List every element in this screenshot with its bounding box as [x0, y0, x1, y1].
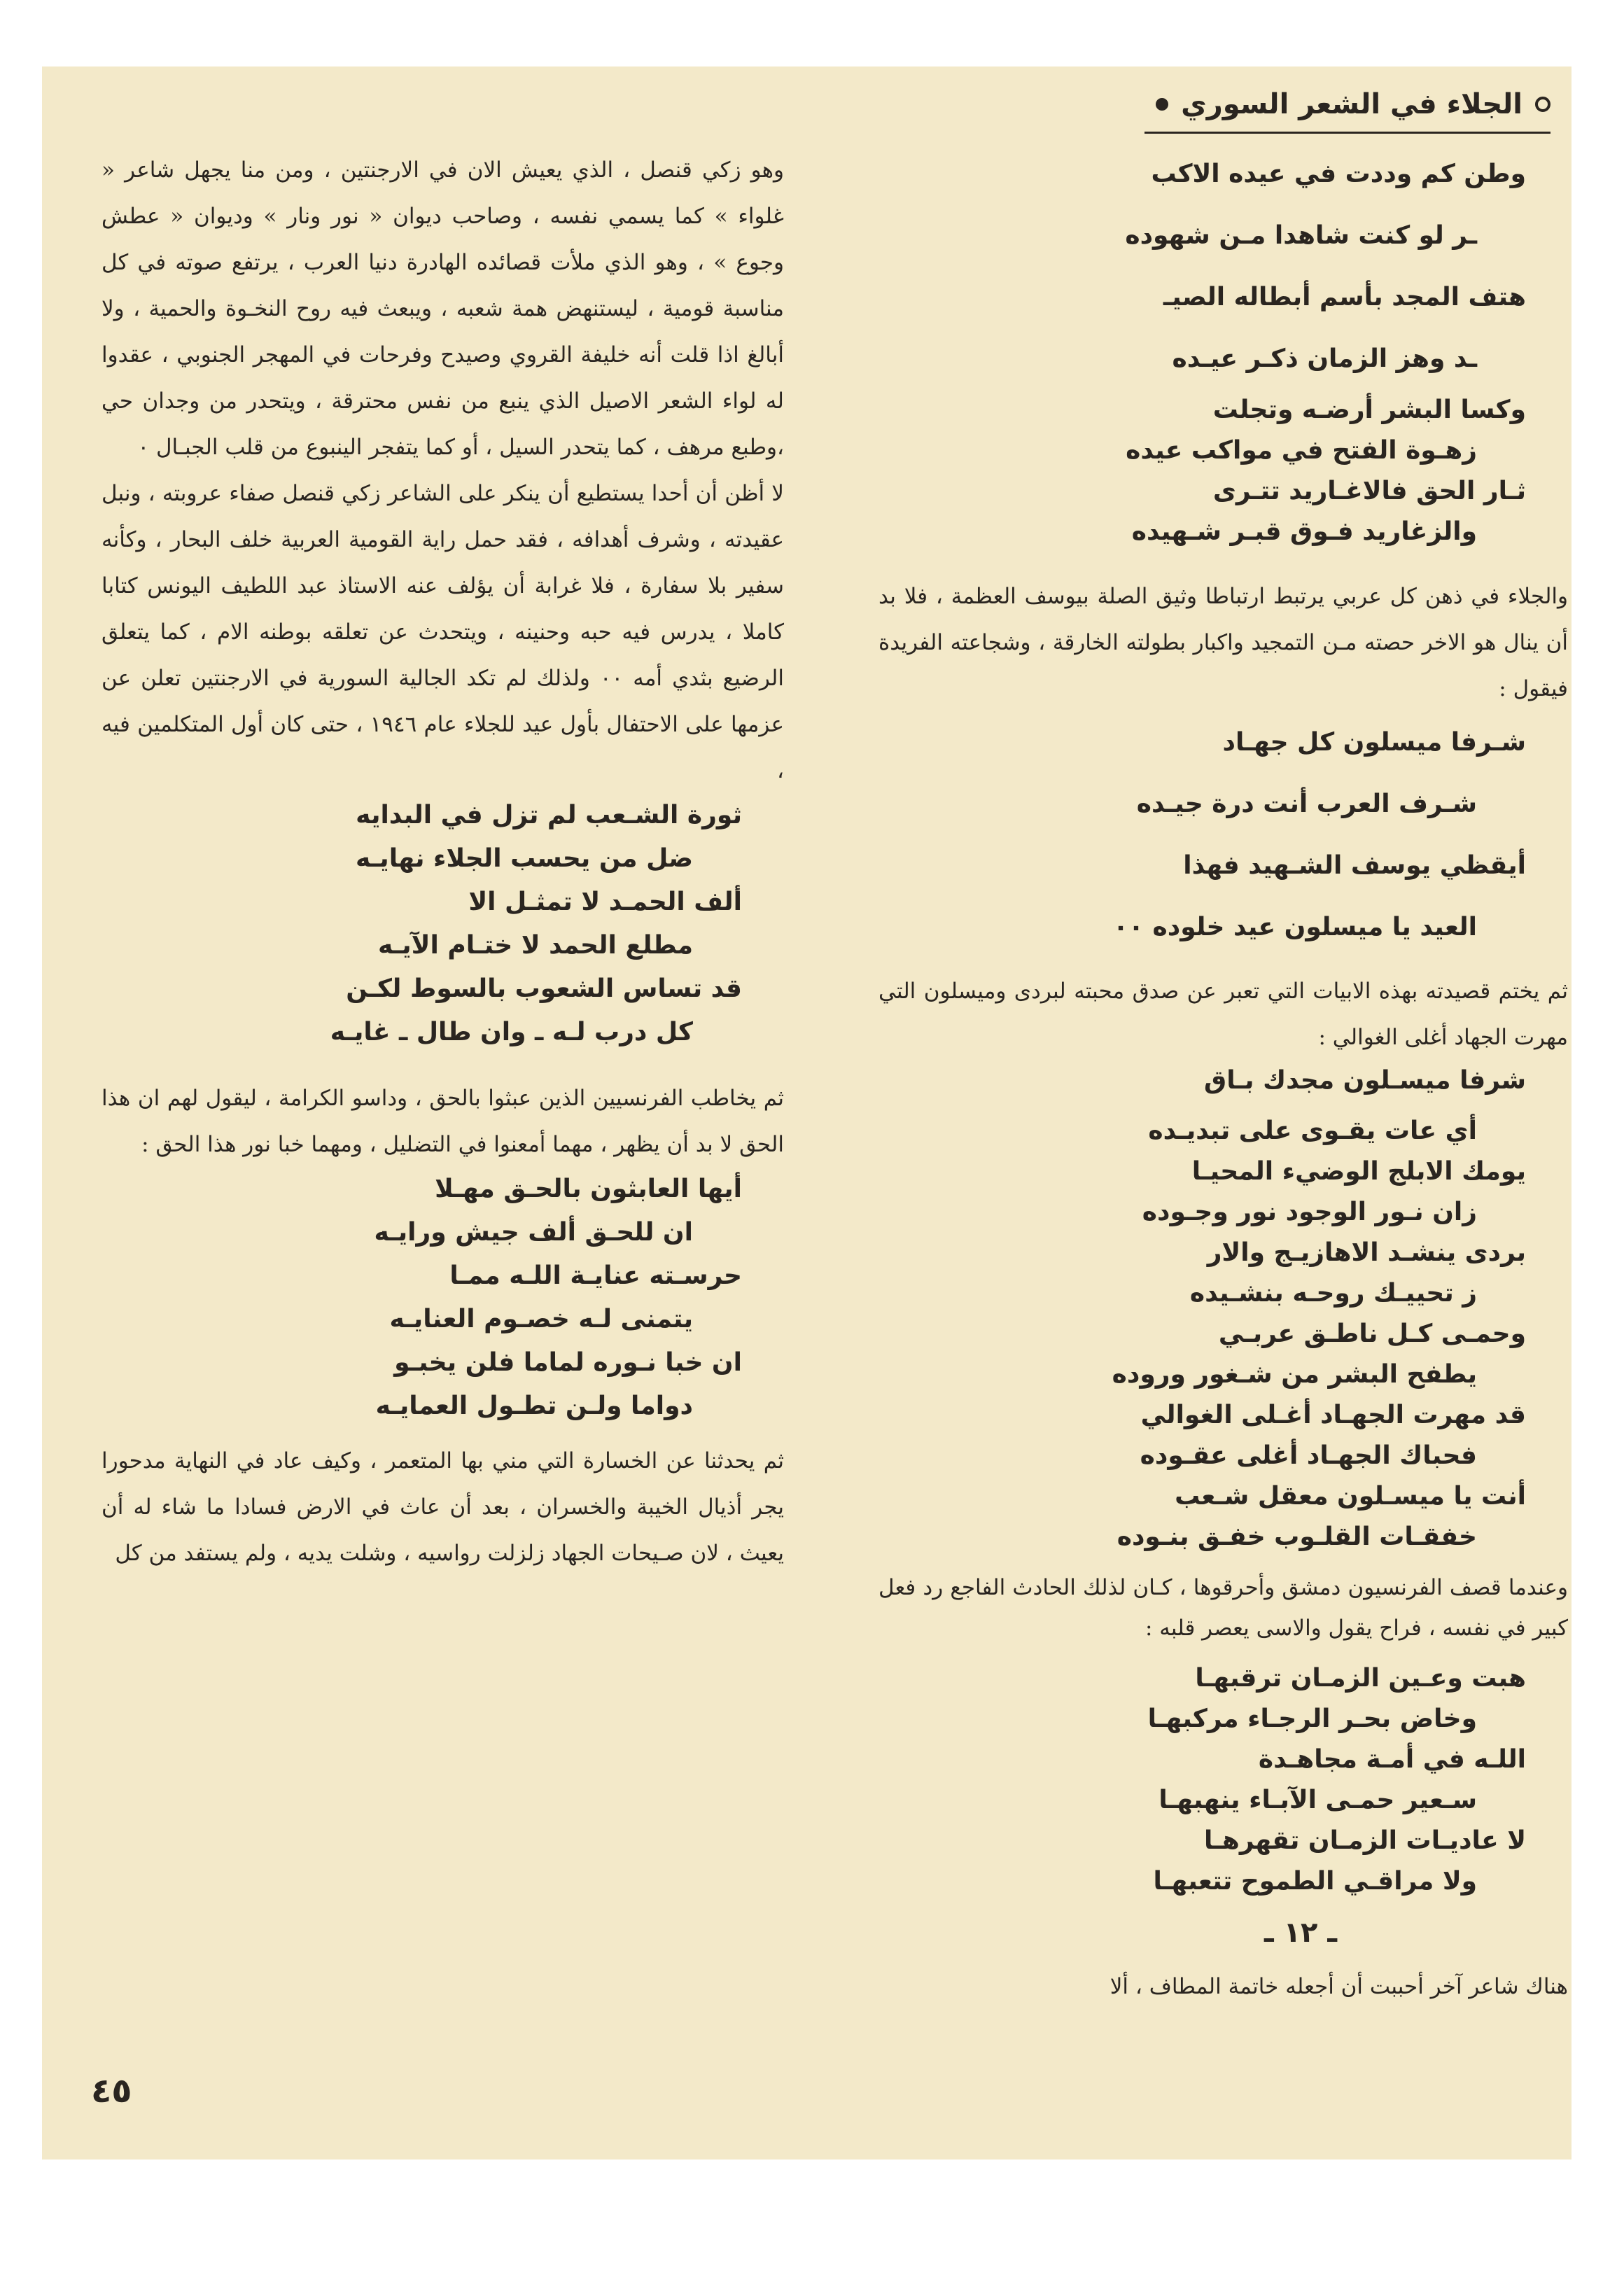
verse-line: أيها العابثون بالحـق مهـلا	[435, 1175, 742, 1203]
poem-4	[878, 1658, 1568, 1902]
verse-line: كل درب لـه ـ وان طال ـ غايـه	[330, 1018, 693, 1046]
verse-line: العيد يا ميسلون عيد خلوده ٠٠	[1113, 913, 1477, 941]
paragraph: والجلاء في ذهن كل عربي يرتبط ارتباطا وثيق الصلة بيوسف العظمة ، فلا بد أن ينال هو الاخر حصته مـن التمجيد واكبار بطولته الخارقة ، وشجاعته الفريدة فيقول :	[878, 584, 1568, 701]
verse-line: زان نـور الوجود نور وجـوده	[1142, 1198, 1477, 1226]
verse-line: يطفح البشر من شـغور وروده	[1112, 1360, 1477, 1389]
right-column	[878, 144, 1568, 2010]
verse-line: قد تساس الشعوب بالسوط لكـن	[346, 974, 742, 1003]
verse-line: أي عات يقـوى على تبديـده	[1148, 1116, 1477, 1145]
poem-3	[878, 1060, 1568, 1558]
header-title: الجلاء في الشعر السوري	[1181, 88, 1522, 120]
verse-line: أيقظي يوسف الشـهيد فهذا	[1183, 851, 1526, 880]
poem-2	[102, 1168, 784, 1428]
verse-line: ـر لو كنت شاهدا مـن شهوده	[1125, 221, 1477, 250]
paragraph: لا أظن أن أحدا يستطيع أن ينكر على الشاعر زكي قنصل صفاء عروبته ، ونبل عقيدته ، وشرف أهدافه ، فقد حمل راية القومية العربية خلف البحار ، وكأنه سفير بلا سفارة ، فلا غرابة أن يؤلف عنه الاستاذ عبد اللطيف اليونس كتابا كاملا ، يدرس فيه حبه وحنينه ، ويتحدث عن تعلقه بوطنه الام ، كما يتعلق الرضيع بثدي أمه ٠٠ ولذلك لم تكد الجالية السورية في الارجنتين تعلن عن عزمها على الاحتفال بأول عيد للجلاء عام ١٩٤٦ ، حتى كان أول المتكلمين فيه ،	[102, 481, 784, 783]
verse-line: وكسا البشر أرضـه وتجلت	[1212, 396, 1526, 424]
paragraph: هناك شاعر آخر أحببت أن أجعله خاتمة المطاف ، ألا	[1110, 1974, 1568, 1999]
verse-line: أنت يا ميسـلون معقل شـعب	[1175, 1482, 1526, 1511]
verse-line: ـد وهز الزمان ذكـر عيـده	[1172, 344, 1477, 373]
verse-line: يومك الابلج الوضيء المحيـا	[1191, 1157, 1526, 1186]
verse-line: لا عاديـات الزمـان تقهرهـا	[1204, 1826, 1526, 1855]
poem-1-continued	[878, 390, 1568, 552]
verse-line: ولا مراقـي الطموح تتعبهـا	[1153, 1867, 1477, 1896]
verse-line: والزغاريد فـوق قبـر شـهيده	[1131, 517, 1477, 546]
verse-line: شرفا ميسـلون مجدك بـاق	[1204, 1066, 1526, 1095]
dot-bullet-icon	[1156, 98, 1168, 111]
verse-line: ثورة الشـعب لم تزل في البدايه	[356, 801, 742, 830]
verse-line: دواما ولـن تطـول العمايـه	[375, 1392, 693, 1420]
paragraph: ثم يختم قصيدته بهذه الابيات التي تعبر عن صدق محبته لبردى وميسلون التي مهرت الجهاد أغلى الغوالي :	[878, 979, 1568, 1050]
verse-line: ز تحييـك روحـه بنشـيده	[1189, 1279, 1477, 1308]
verse-line: سـعير حمـى الآبـاء ينهبهـا	[1158, 1786, 1477, 1814]
verse-line: شـرف العرب أنت درة جيـده	[1136, 790, 1477, 818]
verse-line: وخاض بحـر الرجـاء مركبهـا	[1147, 1704, 1477, 1733]
poem-1	[102, 794, 784, 1054]
verse-line: ضل من يحسب الجلاء نهايـه	[356, 844, 693, 873]
verse-line: حرسـته عنايـة اللـه ممـا	[449, 1261, 742, 1290]
book-page	[42, 66, 1572, 2160]
verse-line: قد مهرت الجهـاد أغـلى الغوالي	[1140, 1401, 1526, 1429]
poem-2	[878, 712, 1568, 958]
verse-line: اللـه في أمـة مجاهـدة	[1258, 1745, 1526, 1774]
paragraph: وعندما قصف الفرنسيون دمشق وأحرقوها ، كـان لذلك الحادث الفاجع رد فعل كبير في نفسه ، فراح يقول والاسى يعصر قلبه :	[878, 1575, 1568, 1641]
poem-1	[878, 144, 1568, 390]
verse-line: هبت وعـين الزمـان ترقبهـا	[1195, 1664, 1526, 1693]
ring-bullet-icon	[1535, 97, 1550, 112]
verse-line: ألف الحمـد لا تمثـل الا	[468, 888, 742, 916]
verse-line: بردى ينشـد الاهازيـج والار	[1207, 1238, 1526, 1267]
verse-line: هتف المجد بأسم أبطاله الصيـ	[1163, 283, 1526, 312]
paragraph: ثم يخاطب الفرنسيين الذين عبثوا بالحق ، وداسو الكرامة ، ليقول لهم ان هذا الحق لا بد أن يظهر ، مهما أمعنوا في التضليل ، ومهما خبا نور هذا الحق :	[102, 1086, 784, 1157]
verse-line: يتمنى لـه خصـوم العنايـه	[389, 1305, 693, 1334]
verse-line: ان للحـق ألف جيش ورايـه	[374, 1218, 693, 1247]
verse-line: شـرفا ميسلون كل جهـاد	[1222, 728, 1526, 757]
verse-line: ثـار الحق فالاغـاريد تتـرى	[1212, 477, 1526, 505]
verse-line: وطن كم وددت في عيده الاكب	[1151, 160, 1526, 188]
paragraph: ثم يحدثنا عن الخسارة التي مني بها المتعمر ، وكيف عاد في النهاية مدحورا يجر أذيال الخيبة والخسران ، بعد أن عاث في الارض فسادا ما شاء له أن يعيث ، لان صـيحات الجهاد زلزلت رواسيه ، وشلت يديه ، ولم يستفد من كل	[102, 1448, 784, 1566]
verse-line: خفقـات القلـوب خفـق بنـوده	[1116, 1522, 1477, 1551]
verse-line: فحباك الجهـاد أغلى عقـوده	[1140, 1441, 1477, 1470]
running-header	[1144, 77, 1550, 134]
verse-line: ان خبا نـوره لماما فلن يخبـو	[394, 1348, 742, 1377]
page-number: ٤٥	[91, 2071, 132, 2110]
verse-line: زهـوة الفتح في مواكب عيده	[1126, 436, 1477, 465]
verse-line: وحمـى كـل ناطـق عربـي	[1218, 1320, 1526, 1348]
left-column	[102, 147, 784, 1576]
verse-line: مطلع الحمد لا ختـام الآيـه	[378, 931, 693, 960]
section-number: ـ ١٢ ـ	[1264, 1917, 1337, 1949]
paragraph: وهو زكي قنصل ، الذي يعيش الان في الارجنتين ، ومن منا يجهل شاعر « غلواء » كما يسمي نفسه ، وصاحب ديوان « نور ونار » وديوان « عطش وجوع » ، وهو الذي ملأت قصائده الهادرة دنيا العرب ، يرتفع صوته في كل مناسبة قومية ، ليستنهض همة شعبه ، ويبعث فيه روح النخـوة والحمية ، ولا أبالغ اذا قلت أنه خليفة القروي وصيدح وفرحات في المهجر الجنوبي ، عقدوا له لواء الشعر الاصيل الذي ينبع من نفس محترقة ، ويتحدر من وجدان حي ،وطبع مرهف ، كما يتحدر السيل ، أو كما يتفجر الينبوع من قلب الجبـال ٠	[102, 158, 784, 460]
